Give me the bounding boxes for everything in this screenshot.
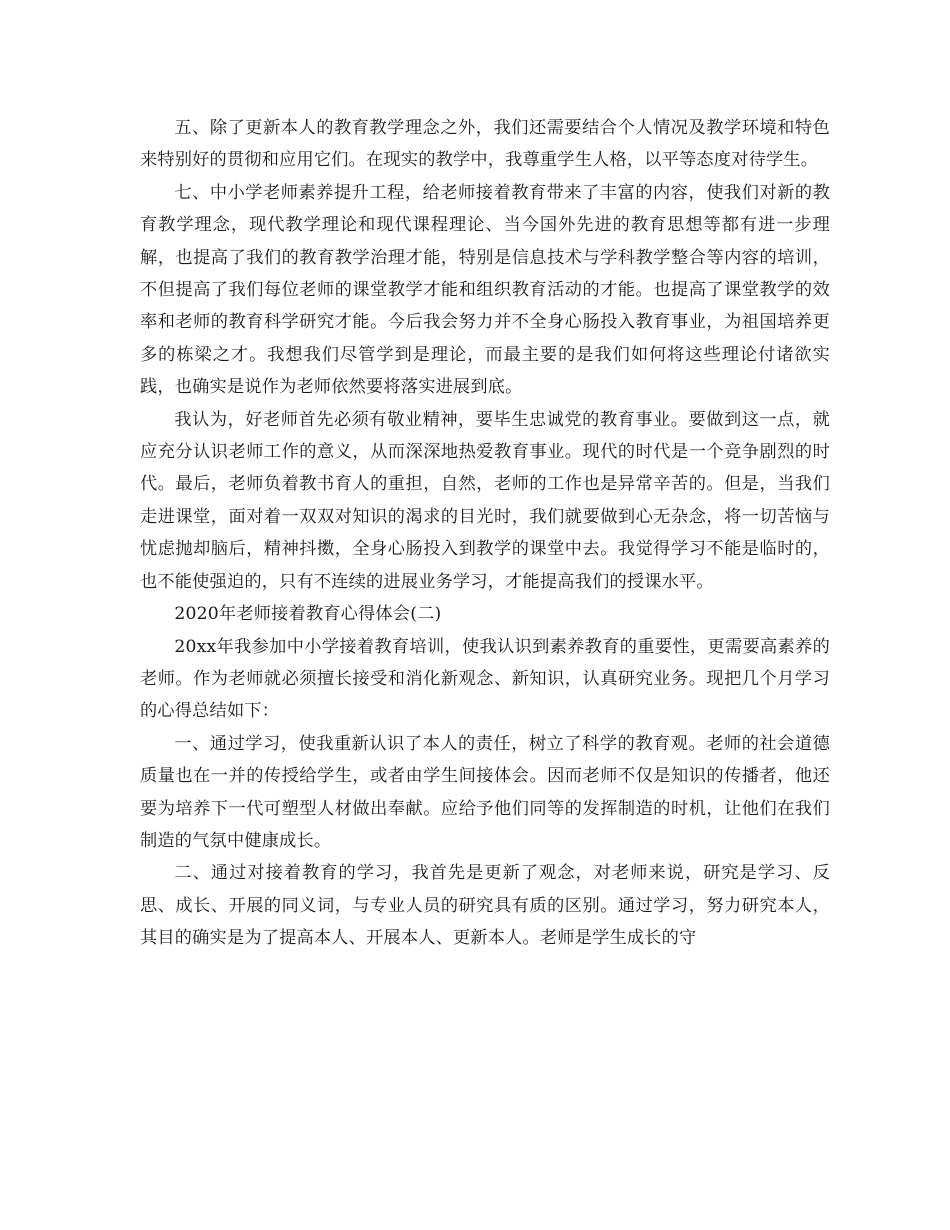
paragraph-seven: 七、中小学老师素养提升工程，给老师接着教育带来了丰富的内容，使我们对新的教育教学理念，现代教学理论和现代课程理论、当今国外先进的教育思想等都有进一步理解，也提高了我们的教育教学治理才能，特别是信息技术与学科教学整合等内容的培训，不但提高了我们每位老师的课堂教学才能和组织教育活动的才能。也提高了课堂教学的效率和老师的教育科学研究才能。今后我会努力并不全身心肠投入教育事业，为祖国培养更多的栋梁之才。我想我们尽管学到是理论，而最主要的是我们如何将这些理论付诸欲实践，也确实是说作为老师依然要将落实进展到底。 (140, 182, 830, 398)
document-page (140, 112, 830, 955)
paragraph-one: 一、通过学习，使我重新认识了本人的责任，树立了科学的教育观。老师的社会道德质量也在一并的传授给学生，或者由学生间接体会。因而老师不仅是知识的传播者，他还要为培养下一代可塑型人材做出奉献。应给予他们同等的发挥制造的时机，让他们在我们制造的气氛中健康成长。 (140, 733, 830, 851)
paragraph-intro: 20xx年我参加中小学接着教育培训，使我认识到素养教育的重要性，更需要高素养的老师。作为老师就必须擅长接受和消化新观念、新知识，认真研究业务。现把几个月学习的心得总结如下： (140, 636, 830, 722)
paragraph-two: 二、通过对接着教育的学习，我首先是更新了观念，对老师来说，研究是学习、反思、成长、开展的同义词，与专业人员的研究具有质的区别。通过学习，努力研究本人，其目的确实是为了提高本人、开展本人、更新本人。老师是学生成长的守 (140, 863, 830, 949)
section-title: 2020年老师接着教育心得体会(二) (174, 604, 442, 625)
paragraph-five: 五、除了更新本人的教育教学理念之外，我们还需要结合个人情况及教学环境和特色来特别好的贯彻和应用它们。在现实的教学中，我尊重学生人格，以平等态度对待学生。 (140, 118, 830, 171)
paragraph-good-teacher: 我认为，好老师首先必须有敬业精神，要毕生忠诚党的教育事业。要做到这一点，就应充分认识老师工作的意义，从而深深地热爱教育事业。现代的时代是一个竞争剧烈的时代。最后，老师负着教书育人的重担，自然，老师的工作也是异常辛苦的。但是，当我们走进课堂，面对着一双双对知识的渴求的目光时，我们就要做到心无杂念，将一切苦恼与忧虑抛却脑后，精神抖擞，全身心肠投入到教学的课堂中去。我觉得学习不能是临时的，也不能使强迫的，只有不连续的进展业务学习，才能提高我们的授课水平。 (140, 409, 830, 592)
